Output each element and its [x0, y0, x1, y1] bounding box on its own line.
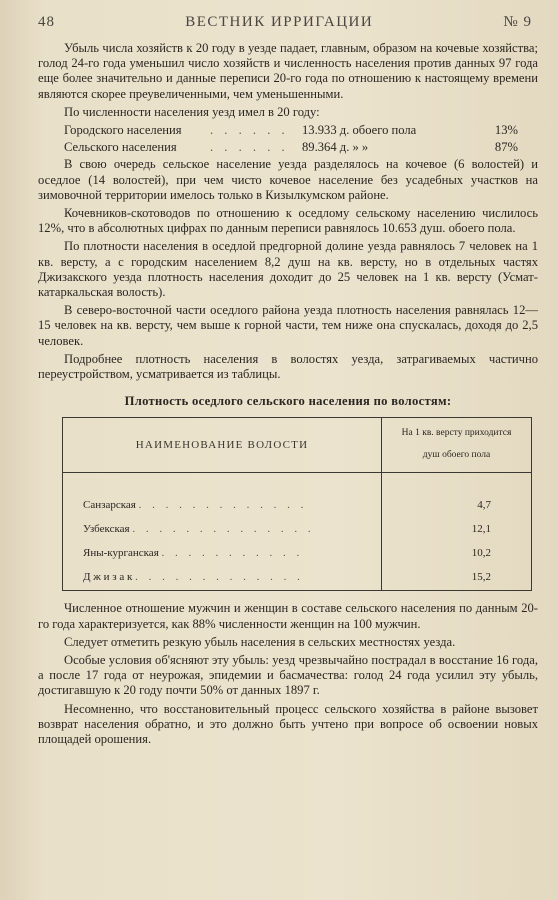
- column-header-density-line1: На 1 кв. версту приходится: [401, 428, 512, 439]
- table-header: [63, 418, 531, 473]
- density-value: 10,2: [471, 547, 491, 560]
- volost-name: Санзарская: [83, 499, 136, 512]
- paragraph: Кочевников-скотоводов по отношению к оседлому сельскому населению числилось 12%, что в абсолютных цифрах по данным переписи равнялось 10.653 душ. обоего пола.: [38, 206, 538, 236]
- row-dots: . . . . . . . . . . . . . .: [132, 523, 315, 536]
- stat-percent: 13%: [494, 123, 518, 138]
- volost-name: Д ж и з а к: [83, 571, 133, 584]
- density-value: 12,1: [471, 523, 491, 536]
- table-values-column: [381, 473, 531, 591]
- paragraph: Следует отметить резкую убыль населения в сельских местностях уезда.: [64, 634, 456, 649]
- stat-dots: . . . . . .: [210, 123, 289, 138]
- density-table: [62, 417, 532, 591]
- row-dots: . . . . . . . . . . . . .: [138, 499, 308, 512]
- table-row-name: [83, 493, 381, 517]
- stat-value: 13.933 д. обоего пола: [302, 123, 417, 138]
- column-header-density-line2: душ обоего пола: [422, 450, 491, 461]
- stat-value: 89.364 д. » »: [302, 140, 369, 155]
- density-value: 15,2: [471, 571, 491, 584]
- volost-name: Узбекская: [83, 523, 130, 536]
- row-dots: . . . . . . . . . . .: [161, 547, 304, 560]
- table-row-name: [83, 541, 381, 565]
- closing-section: [38, 601, 538, 747]
- table-body: [63, 473, 531, 591]
- density-value: 4,7: [477, 499, 491, 512]
- paragraph: Убыль числа хозяйств к 20 году в уезде падает, главным, образом на кочевые хозяйства; голод 24-го года уменьшил число хозяйств и численность населения против данных 97 года еще более значительно и данные переписи 20-го года по отношению к настоящему времени являются скорее преувеличенными, чем уменьшенными.: [38, 41, 538, 101]
- paragraph: Подробнее плотность населения в волостях уезда, затрагиваемых частично переустройством, усматривается из таблицы.: [38, 351, 538, 382]
- page-number: 48: [38, 14, 55, 30]
- paragraph: Несомненно, что восстановительный процесс сельского хозяйства в районе вызовет возврат населения обратно, и это должно быть учтено при вопросе об освоении новых площадей орошения.: [38, 701, 538, 747]
- stat-label: Городского населения: [64, 123, 182, 138]
- journal-title: ВЕСТНИК ИРРИГАЦИИ: [185, 14, 374, 30]
- column-header-name: НАИМЕНОВАНИЕ ВОЛОСТИ: [135, 438, 309, 451]
- paragraph: По плотности населения в оседлой предгорной долине уезда равнялось 7 человек на 1 кв. версту, а с городским населением 8,2 душ на кв. версту, но в отдельных частях Джизакского уезда плотность населения доходит до 25 человек на 1 кв. версту (Усмат-катаркальская волость).: [38, 239, 538, 300]
- table-names-column: [63, 473, 381, 591]
- stat-row-urban: [38, 123, 538, 138]
- paragraph: В свою очередь сельское население уезда разделялось на кочевое (6 волостей) и оседлое (14 волостей), при чем чисто кочевое население без усадебных участков на зимовочной территории имелось только в Кизылкумском районе.: [38, 157, 538, 202]
- paragraph: В северо-восточной части оседлого района уезда плотность населения равнялась 12—15 человек на кв. версту, чем выше к горной части, тем ниже она спускалась, доходя до 2,5 человек.: [38, 303, 538, 348]
- page-header: [38, 14, 538, 31]
- stat-percent: 87%: [494, 140, 518, 155]
- stat-row-rural: [38, 140, 538, 155]
- paragraph: Особые условия об'ясняют эту убыль: уезд чрезвычайно пострадал в восстание 16 года, а после 17 года от неурожая, эпидемии и басмачества: голод 24 года усилил эту убыль, достигавшую к 20 году почти 50% от данных 1897 г.: [38, 653, 538, 698]
- issue-number: № 9: [503, 14, 532, 30]
- table-row-name: [83, 565, 381, 589]
- row-dots: . . . . . . . . . . . . .: [135, 571, 304, 584]
- table-row-name: [83, 517, 381, 541]
- volost-name: Яны-курганская: [83, 547, 159, 560]
- stat-label: Сельского населения: [64, 140, 177, 155]
- table-title: Плотность оседлого сельского населения по волостям:: [124, 394, 452, 409]
- article-body: [38, 41, 538, 747]
- paragraph: Численное отношение мужчин и женщин в составе сельского населения по данным 20-го года характеризуется, как 88% численности женщин на 100 мужчин.: [38, 601, 538, 631]
- stats-intro: По численности населения уезд имел в 20 году:: [64, 104, 320, 119]
- stat-dots: . . . . . .: [210, 140, 289, 155]
- column-header-density: [381, 418, 531, 472]
